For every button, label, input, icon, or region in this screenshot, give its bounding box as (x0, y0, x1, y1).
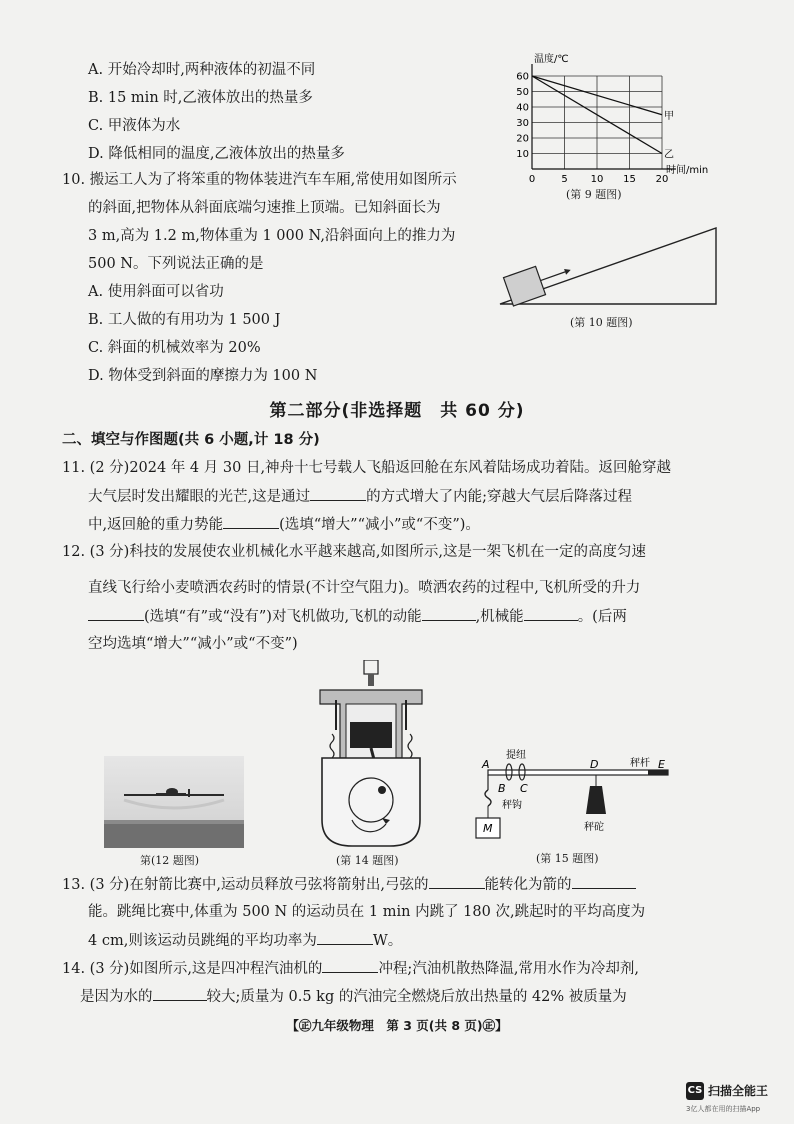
spark-plug (364, 660, 378, 674)
q14-line-2 (80, 986, 627, 1007)
q10-incline-figure (496, 224, 722, 308)
push-arrow (541, 272, 566, 281)
q11-blank-1[interactable] (310, 486, 366, 501)
q13-text-3b: W。 (372, 933, 403, 949)
q9-option-b: B. 15 min 时,乙液体放出的热量多 (88, 90, 313, 106)
q13-line-1 (62, 874, 636, 895)
q12-blank-3[interactable] (524, 606, 578, 621)
q9-option-c: C. 甲液体为水 (88, 118, 181, 134)
q12-blank-1[interactable] (88, 606, 144, 621)
q10-option-a: A. 使用斜面可以省功 (88, 284, 224, 300)
q14-engine-figure (312, 660, 430, 850)
q13-text-1b: 能转化为箭的 (484, 877, 572, 893)
q14-blank-1[interactable] (322, 958, 378, 973)
q11-line-1: 11. (2 分)2024 年 4 月 30 日,神舟十七号载人飞船返回舱在东风着陆场成功着陆。返回舱穿越 (62, 460, 672, 476)
page-footer: 【㊣九年级物理 第 3 页(共 8 页)㊣】 (286, 1018, 508, 1033)
q12-text-3b: ,机械能 (475, 609, 524, 625)
q11-blank-2[interactable] (223, 514, 279, 529)
q13-line-2: 能。跳绳比赛中,体重为 500 N 的运动员在 1 min 内跳了 180 次,跳起时的平均高度为 (88, 904, 646, 920)
q14-text-2b: 较大;质量为 0.5 kg 的汽油完全燃烧后放出热量的 42% 被质量为 (206, 989, 627, 1005)
series-label-乙: 乙 (664, 149, 674, 161)
label-chengtuo: 秤砣 (584, 822, 604, 833)
q9-temperature-chart (506, 52, 736, 184)
scanner-logo (686, 1082, 786, 1114)
scanner-app-name: 扫描全能王 (708, 1084, 769, 1098)
q13-text-1a: 13. (3 分)在射箭比赛中,运动员释放弓弦将箭射出,弓弦的 (62, 877, 429, 893)
q14-line-1 (62, 958, 639, 979)
steelyard-beam (488, 770, 668, 775)
q10-caption: (第 10 题图) (570, 316, 633, 329)
q12-text-3a: (选填“有”或“没有”)对飞机做功,飞机的动能 (144, 609, 422, 625)
scanner-tagline: 3亿人都在用的扫描App (686, 1105, 761, 1113)
y-tick-label: 50 (516, 87, 529, 98)
label-chenggan: 秤杆 (630, 758, 650, 769)
q12-caption: 第(12 题图) (140, 854, 200, 867)
q15-caption: (第 15 题图) (536, 852, 599, 865)
q11-text-3b: (选填“增大”“减小”或“不变”)。 (279, 517, 480, 533)
q10-line-4: 500 N。下列说法正确的是 (88, 256, 264, 272)
q10-option-c: C. 斜面的机械效率为 20% (88, 340, 261, 356)
q9-caption: (第 9 题图) (566, 188, 622, 201)
label-b: B (498, 782, 506, 795)
label-d: D (590, 758, 599, 771)
q13-line-3 (88, 930, 402, 951)
x-tick-label: 5 (561, 174, 568, 184)
label-tiniu: 提纽 (506, 750, 526, 761)
q11-text-2a: 大气层时发出耀眼的光芒,这是通过 (88, 489, 311, 505)
q12-crop-duster-photo (104, 756, 244, 848)
y-tick-label: 30 (516, 118, 529, 129)
q13-text-3a: 4 cm,则该运动员跳绳的平均功率为 (88, 933, 317, 949)
q11-line-2 (88, 486, 632, 507)
label-c: C (520, 782, 528, 795)
q14-caption: (第 14 题图) (336, 854, 399, 867)
q10-option-b: B. 工人做的有用功为 1 500 J (88, 312, 281, 328)
q12-line-4: 空均选填“增大”“减小”或“不变”) (88, 636, 298, 652)
q12-line-3 (88, 606, 627, 627)
q14-text-2a: 是因为水的 (80, 989, 153, 1005)
q15-steelyard-figure (472, 746, 678, 848)
q11-text-2b: 的方式增大了内能;穿越大气层后降落过程 (366, 489, 632, 505)
x-tick-label: 10 (590, 174, 604, 184)
section2-title: 二、填空与作图题(共 6 小题,计 18 分) (62, 432, 320, 448)
y-axis-label: 温度/℃ (534, 54, 569, 65)
y-tick-label: 20 (516, 133, 529, 145)
x-tick-label: 20 (655, 174, 669, 184)
cs-badge-icon: CS (686, 1082, 704, 1100)
label-chenggou: 秤钩 (502, 800, 522, 811)
q10-line-2: 的斜面,把物体从斜面底端匀速推上顶端。已知斜面长为 (88, 200, 441, 216)
label-a: A (482, 758, 490, 771)
q11-line-3 (88, 514, 480, 535)
crankcase (322, 758, 420, 846)
y-tick-label: 40 (516, 102, 529, 114)
x-tick-label: 15 (623, 174, 636, 184)
x-tick-label: 0 (528, 174, 536, 184)
q14-text-1a: 14. (3 分)如图所示,这是四冲程汽油机的 (62, 961, 323, 977)
q10-line-1: 10. 搬运工人为了将笨重的物体装进汽车车厢,常使用如图所示 (62, 172, 457, 188)
q14-blank-2[interactable] (153, 986, 207, 1001)
series-label-甲: 甲 (664, 110, 674, 122)
y-tick-label: 10 (516, 149, 529, 160)
q11-text-3a: 中,返回舱的重力势能 (88, 517, 224, 533)
label-e: E (658, 758, 665, 771)
part2-title: 第二部分(非选择题 共 60 分) (269, 401, 525, 421)
q9-option-a: A. 开始冷却时,两种液体的初温不同 (88, 62, 316, 78)
hook-icon (485, 790, 491, 806)
q10-option-d: D. 物体受到斜面的摩擦力为 100 N (88, 368, 318, 384)
piston (350, 722, 392, 748)
q12-blank-2[interactable] (422, 606, 476, 621)
x-axis-label: 时间/min (666, 165, 709, 176)
q10-line-3: 3 m,高为 1.2 m,物体重为 1 000 N,沿斜面向上的推力为 (88, 228, 456, 244)
y-tick-label: 60 (516, 71, 529, 83)
q9-option-d: D. 降低相同的温度,乙液体放出的热量多 (88, 146, 345, 162)
q13-blank-1[interactable] (429, 874, 485, 889)
q13-blank-3[interactable] (317, 930, 373, 945)
q13-blank-2[interactable] (572, 874, 636, 889)
q12-text-3c: 。(后两 (577, 609, 627, 625)
q14-text-1b: 冲程;汽油机散热降温,常用水作为冷却剂, (378, 961, 640, 977)
q12-line-2: 直线飞行给小麦喷洒农药时的情景(不计空气阻力)。喷洒农药的过程中,飞机所受的升力 (88, 580, 641, 596)
q12-line-1: 12. (3 分)科技的发展使农业机械化水平越来越高,如图所示,这是一架飞机在一定的高度匀速 (62, 544, 647, 560)
counterweight (586, 786, 606, 814)
label-m: M (483, 822, 493, 835)
